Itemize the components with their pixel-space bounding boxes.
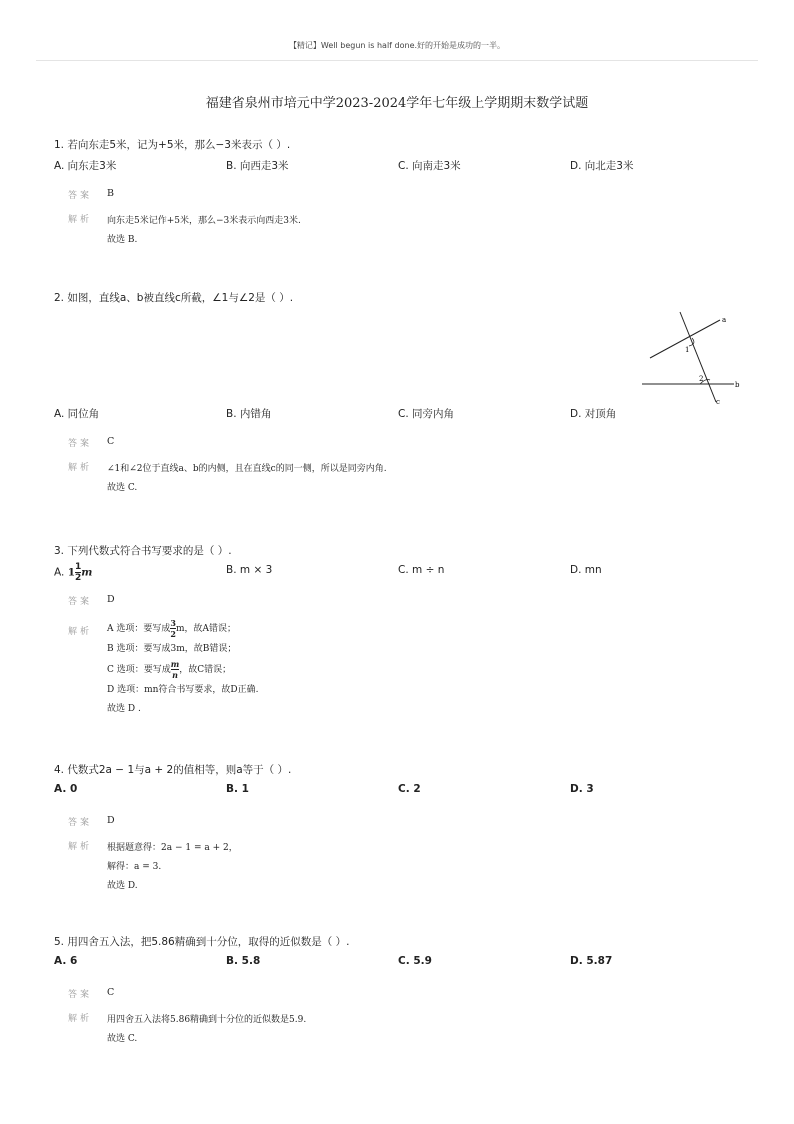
fraction-denominator: n (172, 670, 178, 680)
explanation-line: 根据题意得：2a − 1 = a + 2， (107, 843, 238, 853)
fraction-numerator: 1 (75, 562, 82, 572)
answer-value: C (107, 987, 115, 998)
question-options (54, 406, 754, 426)
fraction-denominator: 2 (170, 629, 176, 639)
option-a-variable: m (81, 566, 93, 579)
answer-value: D (107, 815, 115, 826)
answer-value: D (107, 594, 115, 605)
transversal-figure (640, 308, 752, 406)
option-a[interactable] (54, 562, 92, 583)
explanation-label: 解析 (68, 463, 93, 473)
explanation-line: 向东走5米记作+5米，那么−3米表示向西走3米. (107, 216, 301, 226)
label-b: b (735, 381, 740, 389)
explanation-label: 解析 (68, 627, 93, 637)
option-a[interactable]: A. 向东走3米 (54, 160, 117, 172)
option-c[interactable]: C. 2 (398, 783, 421, 795)
answer-value: B (107, 188, 114, 199)
answer-row (54, 594, 754, 610)
question-stem: 3. 下列代数式符合书写要求的是（ ）. (54, 545, 232, 557)
explanation-line: D 选项：mn符合书写要求，故D正确. (107, 685, 259, 695)
question-options (54, 783, 754, 803)
answer-label: 答案 (68, 191, 93, 201)
explanation-line (107, 659, 754, 681)
explanation-line: 故选 D . (107, 704, 141, 714)
document-title: 福建省泉州市培元中学2023-2024学年七年级上学期期末数学试题 (205, 96, 589, 111)
explanation-text: C 选项：要写成 (107, 665, 171, 675)
explanation-row (54, 618, 754, 719)
answer-row (54, 188, 754, 204)
option-b[interactable]: B. 内错角 (226, 408, 272, 420)
explanation-label: 解析 (68, 842, 93, 852)
explanation-line: B 选项：要写成3m，故B错误； (107, 644, 237, 654)
option-a-whole: 1 (67, 566, 75, 579)
label-angle-1: 1 (685, 346, 690, 354)
answer-row (54, 436, 754, 452)
option-d[interactable]: D. mn (570, 564, 602, 576)
answer-label: 答案 (68, 990, 93, 1000)
header-note: 【精记】Well begun is half done.好的开始是成功的一半。 (288, 41, 506, 50)
option-b[interactable]: B. m × 3 (226, 564, 273, 576)
option-c[interactable]: C. 5.9 (398, 955, 432, 967)
option-b[interactable]: B. 1 (226, 783, 249, 795)
explanation-label: 解析 (68, 215, 93, 225)
answer-row (54, 987, 754, 1003)
explanation-row (54, 1011, 754, 1049)
answer-label: 答案 (68, 597, 93, 607)
fraction-numerator: 3 (170, 618, 176, 628)
option-b[interactable]: B. 向西走3米 (226, 160, 289, 172)
question-options (54, 564, 754, 590)
label-a: a (722, 316, 727, 324)
question-stem: 4. 代数式2a − 1与a + 2的值相等，则a等于（ ）. (54, 764, 292, 776)
explanation-row (54, 460, 754, 498)
question-options (54, 158, 754, 178)
question-4 (54, 762, 754, 896)
question-stem: 5. 用四舍五入法，把5.86精确到十分位，取得的近似数是（ ）. (54, 936, 350, 948)
explanation-line: ∠1和∠2位于直线a、b的内侧，且在直线c的同一侧，所以是同旁内角. (107, 464, 387, 474)
fraction-denominator: 2 (75, 573, 82, 583)
explanation-line: 故选 B. (107, 235, 138, 245)
fraction-numerator: m (170, 659, 180, 669)
option-c[interactable]: C. m ÷ n (398, 564, 445, 576)
question-1 (54, 137, 754, 250)
option-a-prefix: A. (54, 566, 65, 579)
option-d[interactable]: D. 5.87 (570, 955, 613, 967)
header-divider (36, 60, 758, 61)
explanation-fraction (171, 659, 179, 680)
question-options (54, 955, 754, 975)
explanation-line (107, 618, 754, 640)
explanation-row (54, 212, 754, 250)
option-d[interactable]: D. 向北走3米 (570, 160, 634, 172)
answer-value: C (107, 436, 115, 447)
option-d[interactable]: D. 对顶角 (570, 408, 617, 420)
label-c: c (716, 398, 720, 406)
explanation-row (54, 839, 754, 896)
explanation-label: 解析 (68, 1014, 93, 1024)
option-a[interactable]: A. 6 (54, 955, 78, 967)
option-a[interactable]: A. 同位角 (54, 408, 100, 420)
explanation-line: 故选 C. (107, 483, 138, 493)
question-2 (54, 290, 754, 306)
option-c[interactable]: C. 向南走3米 (398, 160, 461, 172)
question-stem: 2. 如图，直线a、b被直线c所截，∠1与∠2是（ ）. (54, 292, 294, 304)
option-b[interactable]: B. 5.8 (226, 955, 261, 967)
option-a[interactable]: A. 0 (54, 783, 78, 795)
question-stem: 1. 若向东走5米，记为+5米，那么−3米表示（ ）. (54, 139, 291, 151)
explanation-text: m，故A错误； (175, 624, 236, 634)
question-2-body (54, 406, 754, 498)
label-angle-2: 2 (699, 375, 704, 383)
question-5 (54, 934, 754, 1049)
explanation-line: 用四舍五入法将5.86精确到十分位的近似数是5.9. (107, 1015, 307, 1025)
explanation-line: 故选 D. (107, 881, 138, 891)
explanation-line: 故选 C. (107, 1034, 138, 1044)
explanation-line: 解得：a = 3. (107, 862, 162, 872)
explanation-text: ，故C错误； (179, 665, 232, 675)
answer-label: 答案 (68, 818, 93, 828)
explanation-text: A 选项：要写成 (107, 624, 171, 634)
answer-label: 答案 (68, 439, 93, 449)
option-c[interactable]: C. 同旁内角 (398, 408, 455, 420)
question-3 (54, 543, 754, 719)
answer-row (54, 815, 754, 831)
option-d[interactable]: D. 3 (570, 783, 594, 795)
